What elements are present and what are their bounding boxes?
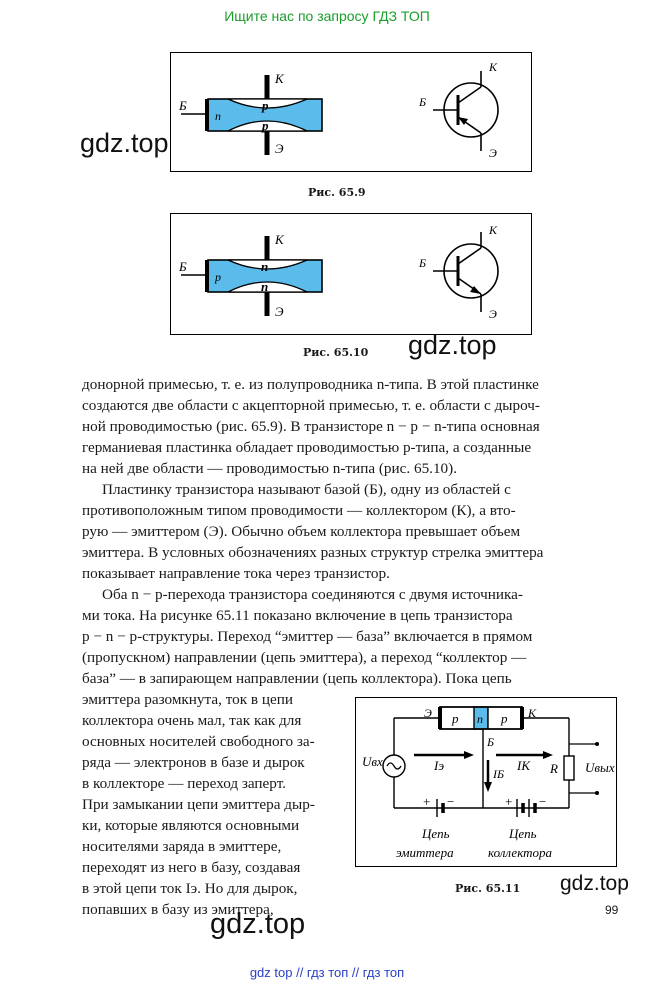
caption-65-10: Рис. 65.10	[303, 346, 369, 359]
text-line: рую — эмиттером (Э). Обычно объем коллектора превышает объем	[82, 523, 521, 540]
label-u-out: Uвых	[585, 760, 615, 775]
collector-circuit-title: Цепь	[509, 826, 537, 841]
symbol-label-base: Б	[419, 256, 427, 270]
text-line: ной проводимостью (рис. 65.9). В транзисторе n − p − n-типа основная	[82, 418, 540, 435]
arrow-ik	[543, 751, 553, 759]
text-line: на ней две области — проводимостью n-типа (рис. 65.10).	[82, 460, 458, 477]
label-base: Б	[179, 259, 187, 274]
label-p2: p	[501, 711, 508, 726]
symbol-label-base: Б	[419, 95, 427, 109]
label-p: p	[215, 270, 221, 284]
narrow-line: основных носителей свободного за-	[82, 733, 315, 750]
text-line: донорной примесью, т. е. из полупроводника n-типа. В этой пластинке	[82, 376, 539, 393]
text-line: германиевая пластинка обладает проводимостью p-типа, а созданные	[82, 439, 532, 456]
symbol-label-collector: К	[489, 60, 497, 74]
narrow-line: эмиттера разомкнута, ток в цепи	[82, 691, 293, 708]
caption-65-11: Рис. 65.11	[455, 882, 521, 895]
figure-65-11-circuit	[356, 698, 616, 866]
label-collector: К	[275, 71, 284, 86]
label-n-top: n	[261, 259, 269, 274]
label-base: Б	[179, 98, 187, 113]
plus-collector: +	[505, 794, 513, 809]
caption-65-9: Рис. 65.9	[308, 186, 366, 199]
search-hint: Ищите нас по запросу ГДЗ ТОП	[224, 8, 430, 24]
minus-collector: −	[539, 794, 547, 809]
text-line: p − n − p-структуры. Переход “эмиттер — база” включается в прямом	[82, 628, 533, 645]
text-line: создаются две области с акцепторной примесью, т. е. области с дыроч-	[82, 397, 540, 414]
label-emitter: Э	[424, 706, 432, 720]
emitter-circuit-name: эмиттера	[396, 845, 454, 860]
watermark-bottom-left: gdz.top	[210, 908, 306, 940]
watermark-fig2: gdz.top	[408, 330, 497, 360]
narrow-line: переходят из него в базу, создавая	[82, 859, 301, 876]
symbol-label-emitter: Э	[489, 307, 497, 321]
figure-65-10	[170, 213, 532, 335]
resistor	[564, 756, 574, 780]
narrow-line: При замыкании цепи эмиттера дыр-	[82, 796, 315, 813]
text-line: противоположным типом проводимости — коллектором (К), а вто-	[82, 502, 516, 519]
text-line: (пропускном) направлении (цепь эмиттера), а переход “коллектор —	[82, 649, 527, 666]
symbol-label-emitter: Э	[489, 146, 497, 160]
label-ik: IК	[517, 758, 530, 773]
text-line: показывает направление тока через транзистор.	[82, 565, 390, 582]
figure-65-10-drawing	[171, 214, 531, 334]
text-line: Пластинку транзистора называют базой (Б), одну из областей с	[102, 481, 511, 498]
collector-circuit-name: коллектора	[488, 845, 552, 860]
narrow-line: ки, которые являются основными	[82, 817, 300, 834]
watermark-fig1: gdz.top	[80, 128, 169, 158]
text-line: ми тока. На рисунке 65.11 показано включение в цепь транзистора	[82, 607, 513, 624]
label-n: n	[215, 109, 221, 123]
label-r: R	[550, 761, 558, 776]
label-emitter: Э	[275, 141, 284, 156]
arrow-ib	[484, 782, 492, 792]
narrow-line: в коллекторе — переход заперт.	[82, 775, 286, 792]
arrow-ie	[464, 751, 474, 759]
figure-65-9-drawing	[171, 53, 531, 171]
narrow-line: ряда — электронов в базе и дырок	[82, 754, 305, 771]
label-n: n	[477, 712, 483, 726]
narrow-line: носителями заряда в эмиттере,	[82, 838, 282, 855]
page-number: 99	[605, 903, 619, 917]
narrow-line: коллектора очень мал, так как для	[82, 712, 302, 729]
emitter-circuit-title: Цепь	[422, 826, 450, 841]
text-line: база” — в запирающем направлении (цепь коллектора). Пока цепь	[82, 670, 512, 687]
figure-65-11	[355, 697, 617, 867]
label-p-top: p	[262, 98, 269, 113]
label-ib: IБ	[493, 767, 505, 781]
watermark-bottom-right: gdz.top	[560, 872, 629, 895]
figure-65-9	[170, 52, 532, 172]
label-u-in: Uвх	[362, 754, 383, 769]
minus-emitter: −	[447, 794, 455, 809]
symbol-label-collector: К	[489, 223, 497, 237]
footer-links[interactable]: gdz top // гдз топ // гдз топ	[249, 965, 405, 980]
label-collector: К	[275, 232, 284, 247]
label-collector: К	[528, 706, 536, 720]
label-p1: p	[452, 711, 459, 726]
plus-emitter: +	[423, 794, 431, 809]
label-ie: Iэ	[434, 758, 445, 773]
label-base: Б	[487, 735, 495, 749]
text-line: Оба n − p-перехода транзистора соединяются с двумя источника-	[102, 586, 523, 603]
text-line: эмиттера. В условных обозначениях разных структур стрелка эмиттера	[82, 544, 544, 561]
label-emitter: Э	[275, 304, 284, 319]
narrow-line: в этой цепи ток Iэ. Но для дырок,	[82, 880, 298, 897]
label-p-bottom: p	[262, 118, 269, 133]
label-n-bottom: n	[261, 279, 269, 294]
narrow-line: попавших в базу из эмиттера,	[82, 901, 274, 918]
